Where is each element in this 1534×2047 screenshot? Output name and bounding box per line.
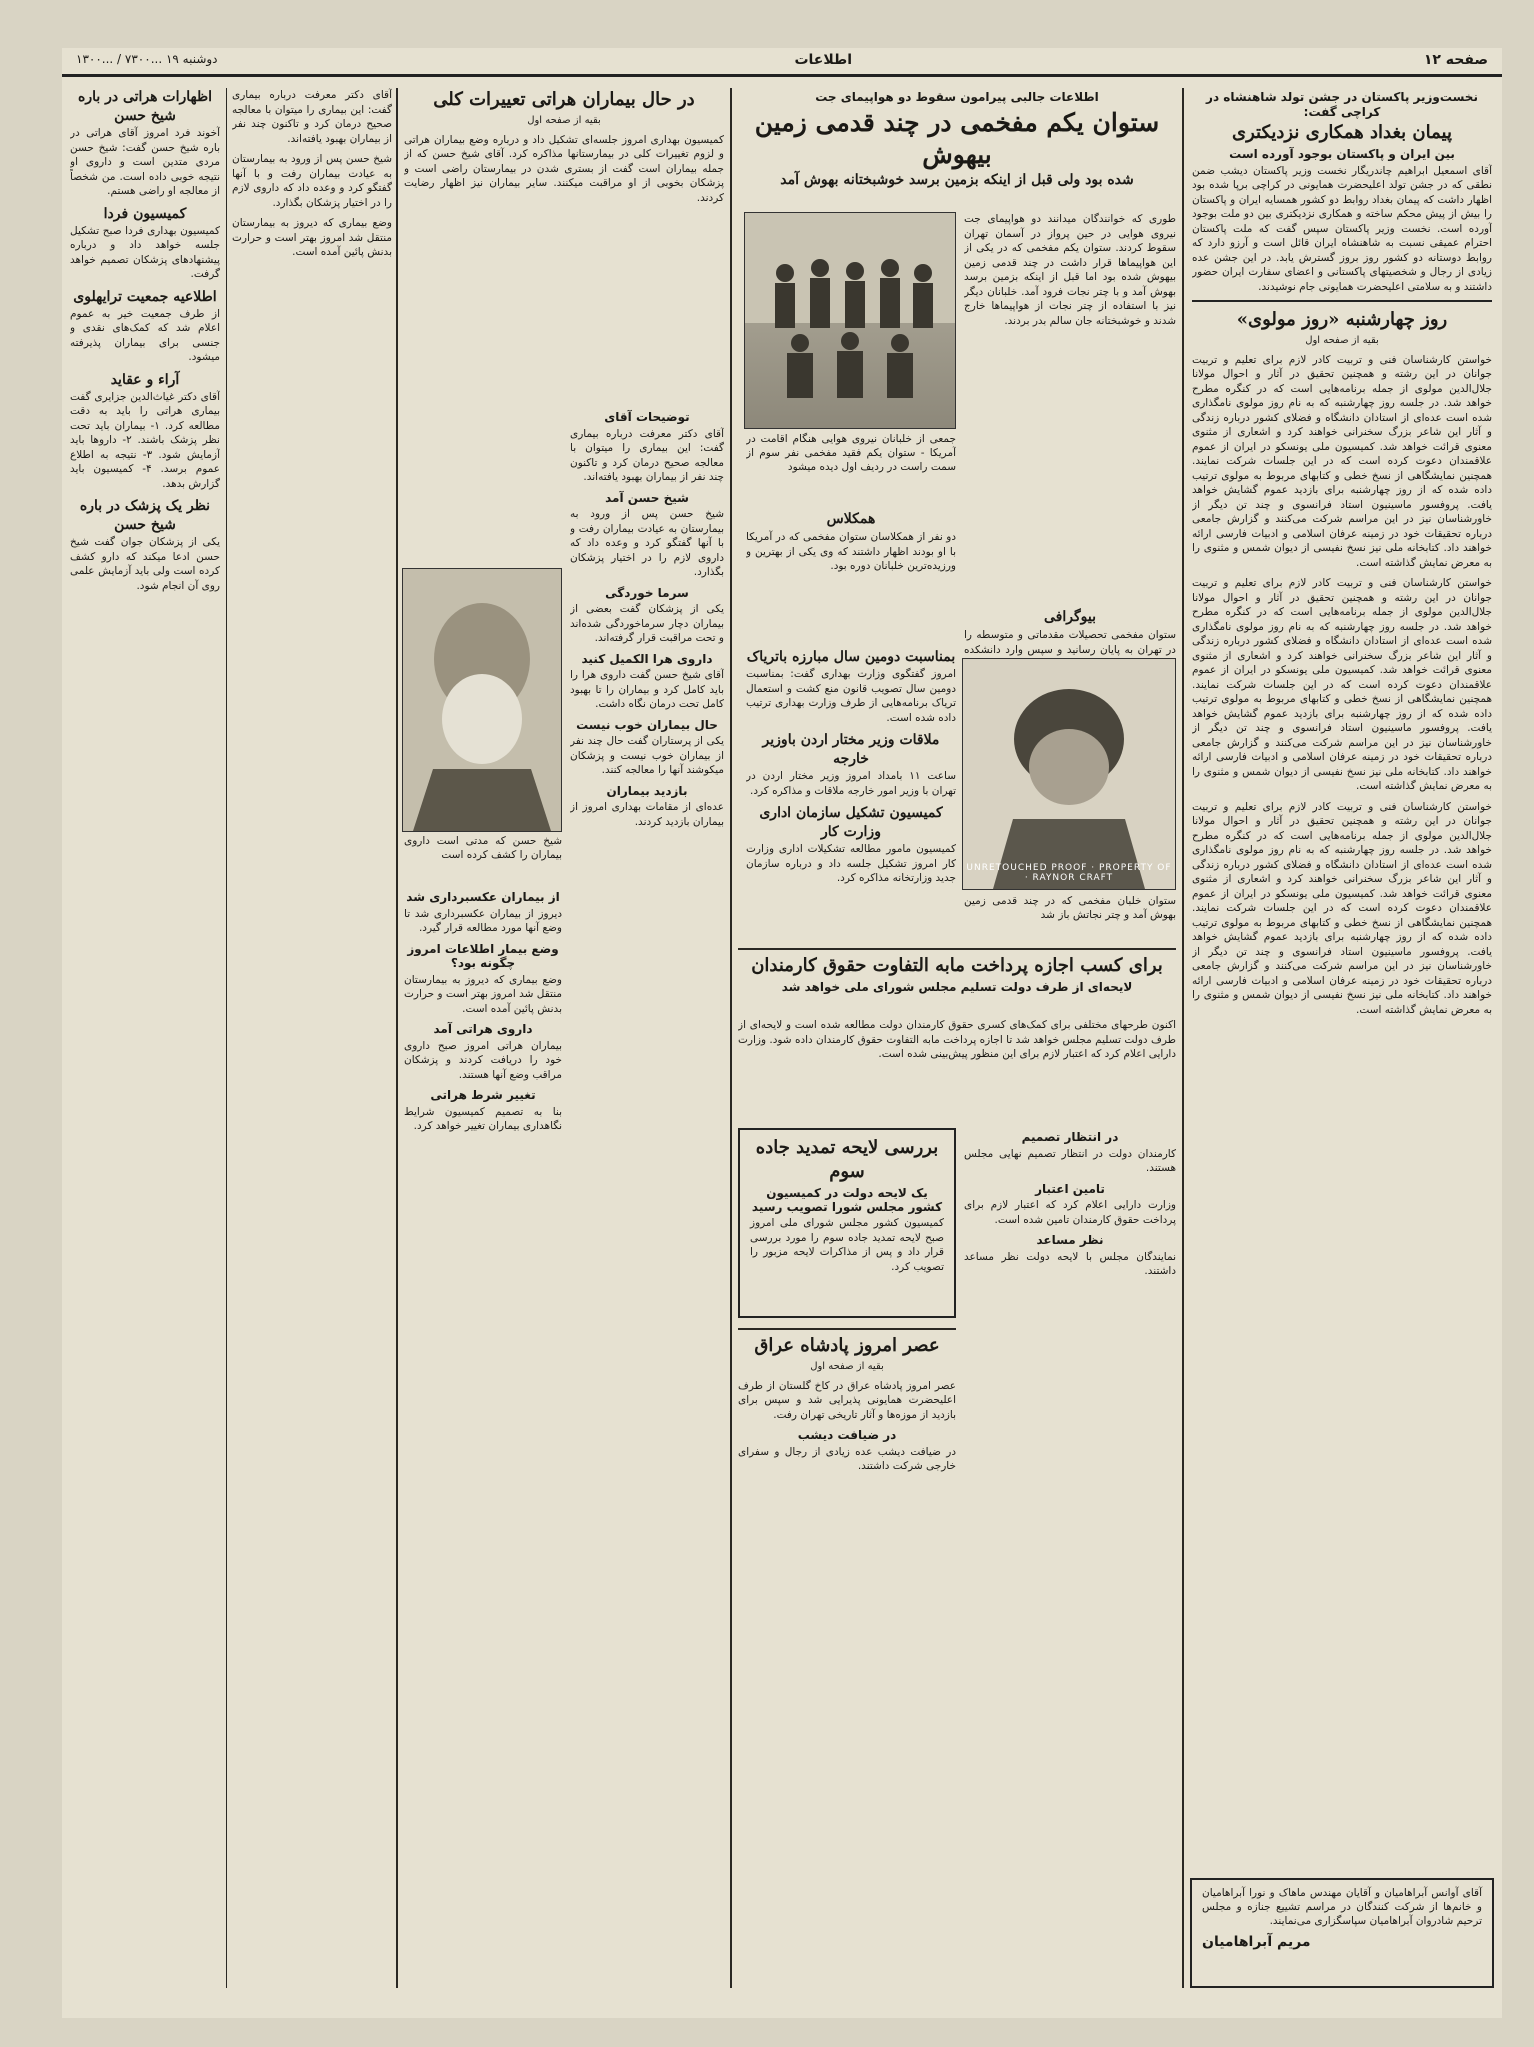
- article-body: ساعت ۱۱ بامداد امروز وزیر مختار اردن در تهران با وزیر امور خارجه ملاقات و مذاکره کرد.: [746, 770, 956, 797]
- group-photo: [744, 212, 956, 429]
- article-body: آقای دکتر غیاث‌الدین جزایری گفت بیماری هراتی را باید به دقت مطالعه کرد. ۱- بیماران باید تحت نظر پزشک باشند. ۲- داروها باید آزمایش شود. ۳- نتیجه به اطلاع عموم برسد. ۴- کمیسیون باید گزارش بدهد.: [70, 390, 220, 490]
- continued-note: بقیه از صفحه اول: [1305, 335, 1379, 346]
- article-body: شیخ حسن پس از ورود به بیمارستان به عیادت بیماران رفت و با آنها گفتگو کرد و وعده داد که داروی لازم را در اختیار پزشکان بگذارد.: [232, 153, 392, 209]
- section-title: ملاقات وزیر مختار اردن باوزیر خارجه: [762, 732, 940, 767]
- subheadline: بین ایران و پاکستان بوجود آورده است: [1229, 147, 1455, 161]
- section-title: کمیسیون تشکیل سازمان اداری وزارت کار: [759, 805, 943, 840]
- narrow-column: [232, 88, 392, 2008]
- column-rule: [396, 88, 398, 1988]
- article-body: دو نفر از همکلاسان ستوان مفخمی که در آمریکا با او بودند اظهار داشتند که وی یکی از بهترین و ورزیده‌ترین خلبانان دوره بود.: [746, 531, 956, 572]
- article-body: کمیسیون مامور مطالعه تشکیلات اداری وزارت کار امروز تشکیل جلسه داد و درباره سازمان جدید وزارتخانه مذاکره کرد.: [746, 843, 956, 884]
- article-body: خواستن کارشناسان فنی و تربیت کادر لازم برای تعلیم و تربیت جوانان در این رشته و همچنین تحقیق در آثار و احوال مولانا جلال‌الدین مولوی از جمله برنامه‌هایی است که در کنگره مطرح خواهد شد. در جلسه روز چهارشنبه که به نام روز مولوی نامگذاری شده است عده‌ای از استادان دانشگاه و فضلای کشور درباره زندگی و آثار این شاعر بزرگ سخنرانی خواهند کرد و اشعاری از مثنوی معنوی قرائت خواهد شد. کمیسیون ملی یونسکو در ایران از عموم علاقمندان دعوت کرده است که در این جلسات شرکت نمایند. همچنین نمایشگاهی از نسخ خطی و کتابهای مربوط به مولوی ترتیب داده شده که از روز چهارشنبه برای بازدید عموم گشایش خواهد یافت. پروفسور ماسینیون استاد فرانسوی و چند تن دیگر از خاورشناسان نیز در این مراسم شرکت می‌کنند و گزارش جامعی درباره تحقیقات خود در زمینه عرفان اسلامی و ادبیات فارسی ارائه خواهند داد. کتابخانه ملی نیز نسخ نفیسی از دیوان شمس و مثنوی را به معرض نمایش گذاشته است.: [1192, 577, 1492, 792]
- subheadline: یک لایحه دولت در کمیسیون کشور مجلس شورا تصویب رسید: [751, 1186, 943, 1214]
- section-rule: [738, 1328, 956, 1330]
- article-body: یکی از پزشکان گفت بعضی از بیماران دچار سرماخوردگی شده‌اند و تحت مراقبت قرار گرفته‌اند.: [570, 603, 724, 644]
- center-top-headline: [738, 88, 1176, 208]
- article-body: آقای اسمعیل ابراهیم چاندریگار نخست وزیر پاکستان دیشب ضمن نطقی که در جشن تولد اعلیحضرت همایونی در کراچی برپا شده بود اظهار داشت که پیمان بغداد روابط دو کشور همسایه ایران و پاکستان را بیش از پیش محکم ساخته و همکاری نزدیکتری بین دو ملت بوجود آورده است. نخست وزیر پاکستان سپس گفت که ملت پاکستان احترام عمیقی نسبت به شاهنشاه ایران قائل است و آرزو دارد که روابط دوستانه دو کشور روز بروز گسترش یابد. در این جشن عده زیادی از رجال و شخصیتهای پاکستانی و اعضای سفارت ایران حضور داشتند و به سلامتی اعلیحضرت همایونی جام نوشیدند.: [1192, 164, 1492, 293]
- article-body: در ضیافت دیشب عده زیادی از رجال و سفرای خارجی شرکت داشتند.: [738, 1445, 956, 1472]
- left-middle-subcol-a: [570, 408, 724, 1968]
- continued-note: بقیه از صفحه اول: [527, 115, 601, 126]
- article-body: خواستن کارشناسان فنی و تربیت کادر لازم برای تعلیم و تربیت جوانان در این رشته و همچنین تحقیق در آثار و احوال مولانا جلال‌الدین مولوی از جمله برنامه‌هایی است که در کنگره مطرح خواهد شد. در جلسه روز چهارشنبه که به نام روز مولوی نامگذاری شده است عده‌ای از استادان دانشگاه و فضلای کشور درباره زندگی و آثار این شاعر بزرگ سخنرانی خواهند کرد و اشعاری از مثنوی معنوی قرائت خواهد شد. کمیسیون ملی یونسکو در ایران از عموم علاقمندان دعوت کرده است که در این جلسات شرکت نمایند. همچنین نمایشگاهی از نسخ خطی و کتابهای مربوط به مولوی ترتیب داده شده که از روز چهارشنبه برای بازدید عموم گشایش خواهد یافت. پروفسور ماسینیون استاد فرانسوی و چند تن دیگر از خاورشناسان نیز در این مراسم شرکت می‌کنند و گزارش جامعی درباره تحقیقات خود در زمینه عرفان اسلامی و ادبیات فارسی ارائه خواهند داد. کتابخانه ملی نیز نسخ نفیسی از دیوان شمس و مثنوی را به معرض نمایش گذاشته است.: [1192, 353, 1492, 569]
- headline: در حال بیماران هراتی تعییرات کلی: [433, 89, 695, 110]
- section-title: بمناسبت دومین سال مبارزه باتریاک: [746, 649, 956, 665]
- subtitle: شیخ حسن آمد: [605, 490, 689, 505]
- headline: اطلاعیه جمعیت ترایهلوی: [73, 288, 217, 305]
- photo-watermark: UNRETOUCHED PROOF · PROPERTY OF · RAYNOR CRAFT: [966, 863, 1172, 883]
- road-bill-box: [738, 1128, 956, 1318]
- column-rule: [226, 88, 227, 1988]
- page-header: [62, 48, 1502, 77]
- article-body: خواستن کارشناسان فنی و تربیت کادر لازم برای تعلیم و تربیت جوانان در این رشته و همچنین تحقیق در آثار و احوال مولانا جلال‌الدین مولوی از جمله برنامه‌هایی است که در کنگره مطرح خواهد شد. در جلسه روز چهارشنبه که به نام روز مولوی نامگذاری شده است عده‌ای از استادان دانشگاه و فضلای کشور درباره زندگی و آثار این شاعر بزرگ سخنرانی خواهند کرد و اشعاری از مثنوی معنوی قرائت خواهد شد. کمیسیون ملی یونسکو در ایران از عموم علاقمندان دعوت کرده است که در این جلسات شرکت نمایند. همچنین نمایشگاهی از نسخ خطی و کتابهای مربوط به مولوی ترتیب داده شده که از روز چهارشنبه برای بازدید عموم گشایش خواهد یافت. پروفسور ماسینیون استاد فرانسوی و چند تن دیگر از خاورشناسان نیز در این مراسم شرکت می‌کنند و گزارش جامعی درباره تحقیقات خود در زمینه عرفان اسلامی و ادبیات فارسی ارائه خواهند داد. کتابخانه ملی نیز نسخ نفیسی از دیوان شمس و مثنوی را به معرض نمایش گذاشته است.: [1192, 800, 1492, 1016]
- headline: بررسی لایحه تمدید جاده سوم: [755, 1137, 939, 1182]
- article-body: وضع بیماری که دیروز به بیمارستان منتقل شد امروز بهتر است و حرارت بدنش پائین آمده است.: [232, 217, 392, 258]
- salary-article: [738, 954, 1176, 996]
- iraq-article: [738, 1334, 956, 1984]
- short-items: [746, 648, 956, 948]
- left-middle-subcol-b: [404, 888, 562, 1968]
- article-body: ستوان مفخمی تحصیلات مقدماتی و متوسطه را در تهران به پایان رسانید و سپس وارد دانشکده: [964, 629, 1176, 656]
- right-column: [1192, 88, 1492, 2008]
- article-body: یکی از پزشکان جوان گفت شیخ حسن ادعا میکند که دارو کشف کرده است ولی باید آزمایش علمی روی آن انجام شود.: [70, 536, 220, 592]
- section-title: روز چهارشنبه «روز مولوی»: [1236, 309, 1448, 330]
- subtitle: تغییر شرط هراتی: [430, 1088, 536, 1102]
- subtitle: داروی هراتی آمد: [433, 1022, 533, 1036]
- subtitle: داروی هرا الکمیل کنید: [581, 651, 713, 666]
- article-body: امروز گفتگوی وزارت بهداری گفت: بمناسبت دومین سال تصویب قانون منع کشت و استعمال تریاک برنامه‌هایی از طرف وزارت بهداری ترتیب داده شده است.: [746, 668, 956, 724]
- article-body: یکی از پرستاران گفت حال چند نفر از بیماران خوب نیست و پزشکان میکوشند آنها را معالجه کنند.: [570, 735, 724, 776]
- article-body: کمیسیون کشور مجلس شورای ملی امروز صبح لایحه تمدید جاده سوم را مورد بررسی قرار داد و پس از مذاکرات لایحه مزبور را تصویب کرد.: [750, 1217, 944, 1273]
- notice-text: آقای آوانس آبراهامیان و آقایان مهندس ماهاک و نورا آبراهامیان و خانم‌ها از شرکت کنندگان در مراسم تشییع جنازه و مجلس ترحیم شادروان آبراهامیان سپاسگزاری می‌نمایند.: [1202, 1887, 1482, 1927]
- subheadline: شده بود ولی قبل از اینکه بزمین برسد خوشبختانه بهوش آمد: [780, 171, 1134, 188]
- kicker: نخست‌وزیر پاکستان در جشن تولد شاهنشاه در کراچی گفت:: [1206, 90, 1478, 119]
- subtitle: در انتظار تصمیم: [1021, 1130, 1119, 1144]
- subtitle: نظر مساعد: [1036, 1233, 1104, 1247]
- article-body: آقای دکتر معرفت درباره بیماری گفت: این بیماری را میتوان با معالجه صحیح درمان کرد و تاکنون چند نفر از بیماران بهبود یافته‌اند.: [232, 89, 392, 145]
- date-line: دوشنبه ۱۹ ...۷۳۰۰ / ...۱۳۰۰: [76, 52, 218, 66]
- headline: عصر امروز پادشاه عراق: [754, 1335, 940, 1356]
- far-left-column: [70, 88, 220, 2008]
- subtitle: تامین اعتبار: [1035, 1181, 1105, 1196]
- section-rule: [738, 948, 1176, 950]
- article-body: از طرف جمعیت خیر به عموم اعلام شد که کمک‌های نقدی و جنسی برای بیماران پذیرفته میشود.: [70, 307, 220, 363]
- article-body: نمایندگان مجلس با لایحه دولت نظر مساعد داشتند.: [964, 1250, 1176, 1277]
- article-body: آقای شیخ حسن گفت داروی هرا را باید کامل کرد و بیماران را تا بهبود کامل تحت درمان نگاه داشت.: [570, 669, 724, 710]
- article-body: آقای دکتر معرفت درباره بیماری گفت: این بیماری را میتوان با معالجه صحیح درمان کرد و تاکنون چند نفر از بیماران بهبود یافته‌اند.: [570, 427, 724, 483]
- subheadline: لایحه‌ای از طرف دولت تسلیم مجلس شورای ملی خواهد شد: [781, 980, 1133, 994]
- headline: اظهارات هراتی در باره شیخ حسن: [77, 89, 213, 124]
- article-body: عصر امروز پادشاه عراق در کاخ گلستان از طرف اعلیحضرت همایونی پذیرایی شد و سپس برای بازدید از موزه‌ها و آثار تاریخی تهران رفت.: [738, 1379, 956, 1421]
- section-title: همکلاس: [826, 511, 876, 527]
- subtitle: وضع بیمار اطلاعات امروز چگونه بود؟: [407, 941, 559, 970]
- article-body: وضع بیماری که دیروز به بیمارستان منتقل شد امروز بهتر است و حرارت بدنش پائین آمده است.: [404, 973, 562, 1015]
- subtitle: توضیحات آقای: [604, 410, 690, 424]
- headline: پیمان بغداد همکاری نزدیکتری: [1232, 122, 1452, 143]
- article-body: شیخ حسن پس از ورود به بیمارستان به عیادت بیماران رفت و با آنها گفتگو کرد و وعده داد که داروی لازم را در اختیار پزشکان بگذارد.: [570, 508, 724, 578]
- headline: نظر یک پزشک در باره شیخ حسن: [79, 498, 211, 533]
- article-body: طوری که خوانندگان میدانند دو هواپیمای جت نیروی هوایی در حین پرواز در آسمان تهران سقوط کردند. ستوان یکم مفخمی که در یکی از این هواپیماها قرار داشت در چند قدمی زمین بیهوش شده بود اما قبل از اینکه بزمین برسد بهوش آمد و با چتر نجات فرود آمد. خلبانان دیگر نیز با استفاده از چتر نجات از هواپیماها خارج شدند و خوشبختانه جان سالم بدر بردند.: [964, 213, 1176, 327]
- notice-signature: مریم آبراهامیان: [1202, 1934, 1311, 1950]
- pilot-photo: [962, 658, 1176, 890]
- page-number: صفحه ۱۲: [1423, 52, 1488, 68]
- article-body: بنا به تصمیم کمیسیون شرایط نگاهداری بیماران تغییر خواهد کرد.: [404, 1105, 562, 1132]
- subtitle: از بیماران عکسبرداری شد: [406, 890, 560, 904]
- photo-caption: شیخ حسن که مدتی است داروی بیماران را کشف کرده است: [404, 835, 562, 861]
- article-body: بیماران هراتی امروز صبح داروی خود را دریافت کردند و پزشکان مراقب وضع آنها هستند.: [404, 1039, 562, 1081]
- continued-note: بقیه از صفحه اول: [810, 1361, 884, 1372]
- subtitle: سرما خوردگی: [605, 585, 689, 600]
- newspaper-page: [62, 48, 1502, 2018]
- article-body: آخوند فرد امروز آقای هراتی در باره شیخ حسن گفت: شیخ حسن مردی متدین است و داروی او نتیجه خوبی داده است. من شخصاً از معالجه او راضی هستم.: [70, 127, 220, 197]
- article-body: کارمندان دولت در انتظار تصمیم نهایی مجلس هستند.: [964, 1147, 1176, 1174]
- headline: آراء و عقاید: [110, 371, 180, 388]
- headline: ستوان یکم مفخمی در چند قدمی زمین بیهوش: [754, 107, 1160, 169]
- article-body: دیروز از بیماران عکسبرداری شد تا وضع آنها مورد مطالعه قرار گیرد.: [404, 907, 562, 934]
- article-body: کمیسیون بهداری فردا صبح تشکیل جلسه خواهد داد و درباره پیشنهادهای پزشکان تصمیم خواهد گرفت.: [70, 224, 220, 280]
- headline: کمیسیون فردا: [103, 205, 187, 222]
- column-rule: [1182, 88, 1184, 1988]
- article-body: کمیسیون بهداری امروز جلسه‌ای تشکیل داد و درباره وضع بیماران هراتی و لزوم تغییرات کلی در بیمارستانها مذاکره کرد. آقای شیخ حسن که از جمله بیماران است گفت از بستری شدن در بیمارستان راضی است و پزشکان بخوبی از او مراقبت میکنند. سایر بیماران نیز اظهار رضایت کردند.: [404, 133, 724, 204]
- article-body: اکنون طرحهای مختلفی برای کمک‌های کسری حقوق کارمندان دولت مطالعه شده است و لایحه‌ای از طرف دولت تسلیم مجلس خواهد شد تا اجازه پرداخت مابه التفاوت حقوق کارمندان داده شود. وزارت دارایی اعلام کرد که اعتبار لازم برای این منظور پیش‌بینی شده است.: [738, 1019, 1176, 1060]
- subtitle: بازدید بیماران: [606, 783, 688, 798]
- kicker: اطلاعات جالبی پیرامون سقوط دو هواپیمای جت: [815, 90, 1099, 104]
- photo-caption: جمعی از خلبانان نیروی هوایی هنگام اقامت در آمریکا - ستوان یکم فقید مفخمی نفر سوم از سمت راست در ردیف اول دیده میشود: [746, 433, 956, 473]
- headline: برای کسب اجازه پرداخت مابه التفاوت حقوق کارمندان: [751, 955, 1163, 976]
- article-body: عده‌ای از مقامات بهداری امروز از بیماران بازدید کردند.: [570, 801, 724, 828]
- notice-box: [1190, 1878, 1494, 1988]
- section-title: بیوگرافی: [1044, 609, 1096, 625]
- salary-continued: [964, 1128, 1176, 1628]
- photo-caption: ستوان خلبان مفخمی که در چند قدمی زمین بهوش آمد و چتر نجاتش باز شد: [964, 895, 1176, 921]
- article-body: وزارت دارایی اعلام کرد که اعتبار لازم برای پرداخت حقوق کارمندان تامین شده است.: [964, 1199, 1176, 1226]
- paper-name: اطلاعات: [794, 52, 852, 68]
- sheikh-photo: [402, 568, 562, 832]
- column-rule: [730, 88, 732, 1988]
- subtitle: حال بیماران خوب نیست: [576, 717, 718, 732]
- subtitle: در ضیافت دیشب: [797, 1428, 897, 1442]
